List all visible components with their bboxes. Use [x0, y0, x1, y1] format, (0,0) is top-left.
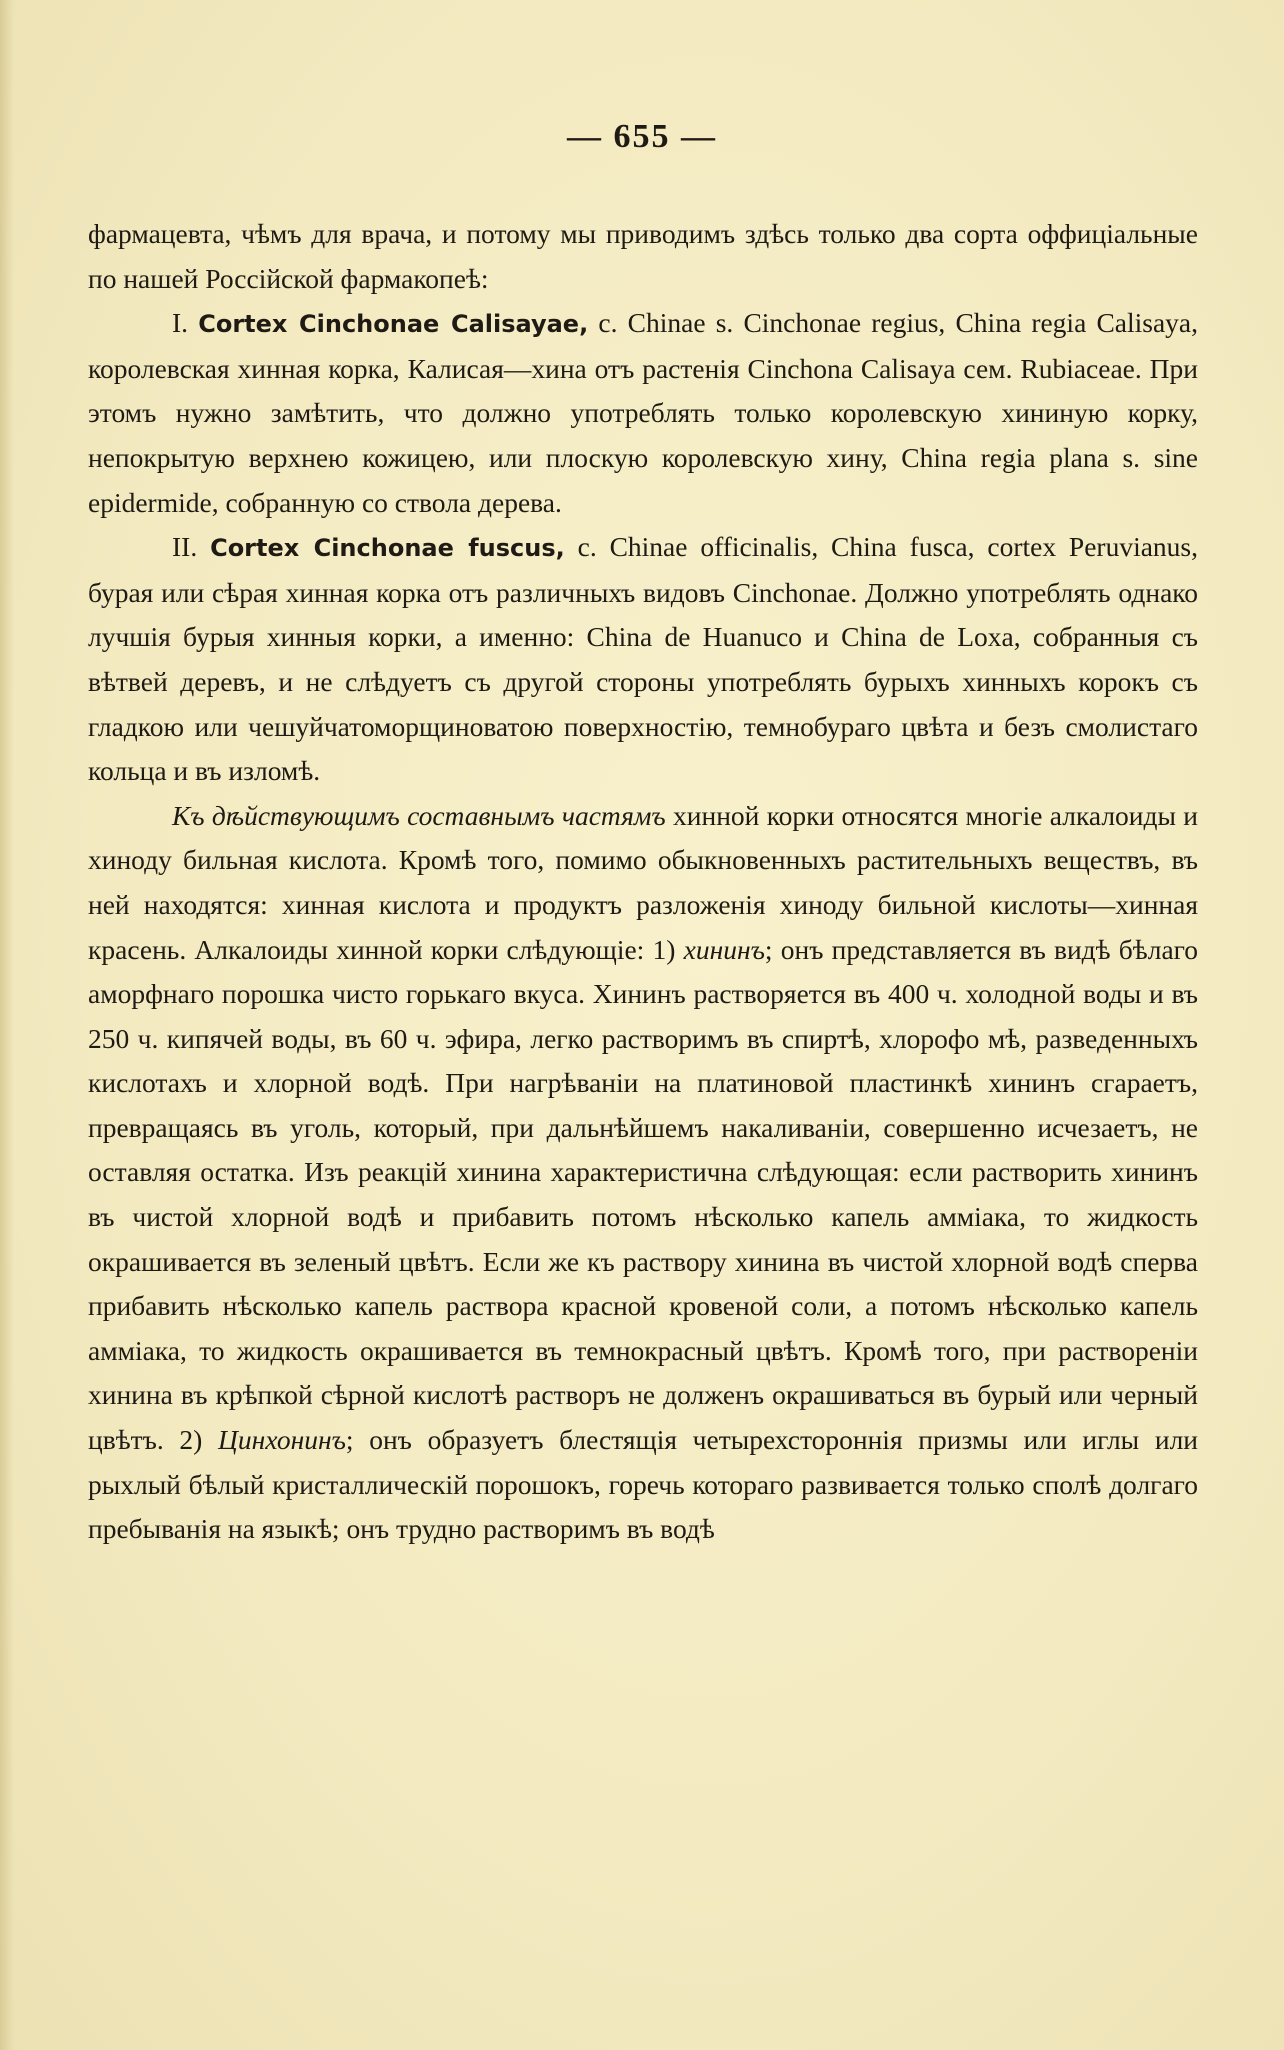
quinine-term: хининъ	[683, 933, 765, 965]
paragraph-4-text-2: ; онъ представляется въ видѣ бѣлаго аморфнаго порошка чисто горькаго вкуса. Хининъ растворяется въ 400 ч. холодной воды и въ 250 ч. кипячей воды, въ 60 ч. эфира, легко растворимъ въ спиртѣ, хлорофо мѣ, разведенныхъ кислотахъ и хлорной водѣ. При нагрѣваніи на платиновой пластинкѣ хининъ сгараетъ, превращаясь въ уголь, который, при дальнѣйшемъ накаливаніи, совершенно исчезаетъ, не оставляя остатка. Изъ реакцій хинина характеристична слѣдующая: если растворить хининъ въ чистой хлорной водѣ и прибавить потомъ нѣсколько капель амміака, то жидкость окрашивается въ зеленый цвѣтъ. Если же къ раствору хинина въ чистой хлорной водѣ сперва прибавить нѣсколько капель раствора красной кровеной соли, а потомъ нѣсколько капель амміака, то жидкость окрашивается въ темнокрасный цвѣтъ. Кромѣ того, при раствореніи хинина въ крѣпкой сѣрной кислотѣ растворъ не долженъ окрашиваться въ бурый или черный цвѣтъ. 2)	[88, 933, 1198, 1456]
paragraph-3-numeral: II.	[172, 531, 198, 563]
paragraph-4	[88, 794, 1198, 1552]
paragraph-3-latin-name: Cortex Cinchonae fuscus,	[210, 534, 565, 563]
paragraph-3-text: с. Chinae officinalis, China fusca, cortex Peruvianus, бурая или сѣрая хинная корка отъ различныхъ видовъ Cinchonae. Должно употреблять однако лучшія бурыя хинныя корки, а именно: China de Huanuco и China de Loxa, собранныя съ вѣтвей деревъ, и не слѣдуетъ съ другой стороны употреблять бурыхъ хинныхъ корокъ съ гладкою или чешуйчатоморщиноватою поверхностію, темнобураго цвѣта и безъ смолистаго кольца и въ изломѣ.	[88, 531, 1199, 787]
paragraph-1: фармацевта, чѣмъ для врача, и потому мы приводимъ здѣсь только два сорта оффиціальные по нашей Россійской фармакопеѣ:	[88, 218, 1198, 294]
paragraph-2-text: с. Chinae s. Cinchonae regius, China regia Calisaya, королевская хинная корка, Калисая—хина отъ растенія Cinchona Calisaya сем. Rubiaceae. При этомъ нужно замѣтить, что должно употреблять только королевскую хининую корку, непокрытую верхнею кожицею, или плоскую королевскую хину, China regia plana s. sine epidermide, собранную со ствола дерева.	[88, 307, 1199, 518]
paragraph-4-italic-intro: Къ дѣйствующимъ составнымъ частямъ	[172, 799, 666, 831]
cinchonine-term: Цинхонинъ	[218, 1424, 346, 1456]
paragraph-4-text-1: хинной корки относятся многіе алкалоиды и хиноду бильная кислота. Кромѣ того, помимо обыкновенныхъ растительныхъ веществъ, въ ней находятся: хинная кислота и продуктъ разложенія хиноду бильной кислоты—хинная красень. Алкалоиды хинной корки слѣдующіе: 1)	[88, 799, 1199, 965]
body-text	[88, 212, 1198, 1552]
page-edge-shadow	[0, 0, 14, 2050]
paragraph-4-text-3: ; онъ образуетъ блестящія четырехстороннія призмы или иглы или рыхлый бѣлый кристаллическій порошокъ, горечь котораго развивается только сполѣ долгаго пребыванія на языкѣ; онъ трудно растворимъ въ водѣ	[88, 1424, 1199, 1545]
paragraph-3	[88, 525, 1198, 794]
page-number: — 655 —	[567, 118, 717, 155]
paragraph-2-numeral: I.	[172, 307, 189, 339]
paragraph-2-latin-name: Cortex Cinchonae Calisayae,	[198, 310, 589, 339]
paragraph-2	[88, 301, 1198, 525]
